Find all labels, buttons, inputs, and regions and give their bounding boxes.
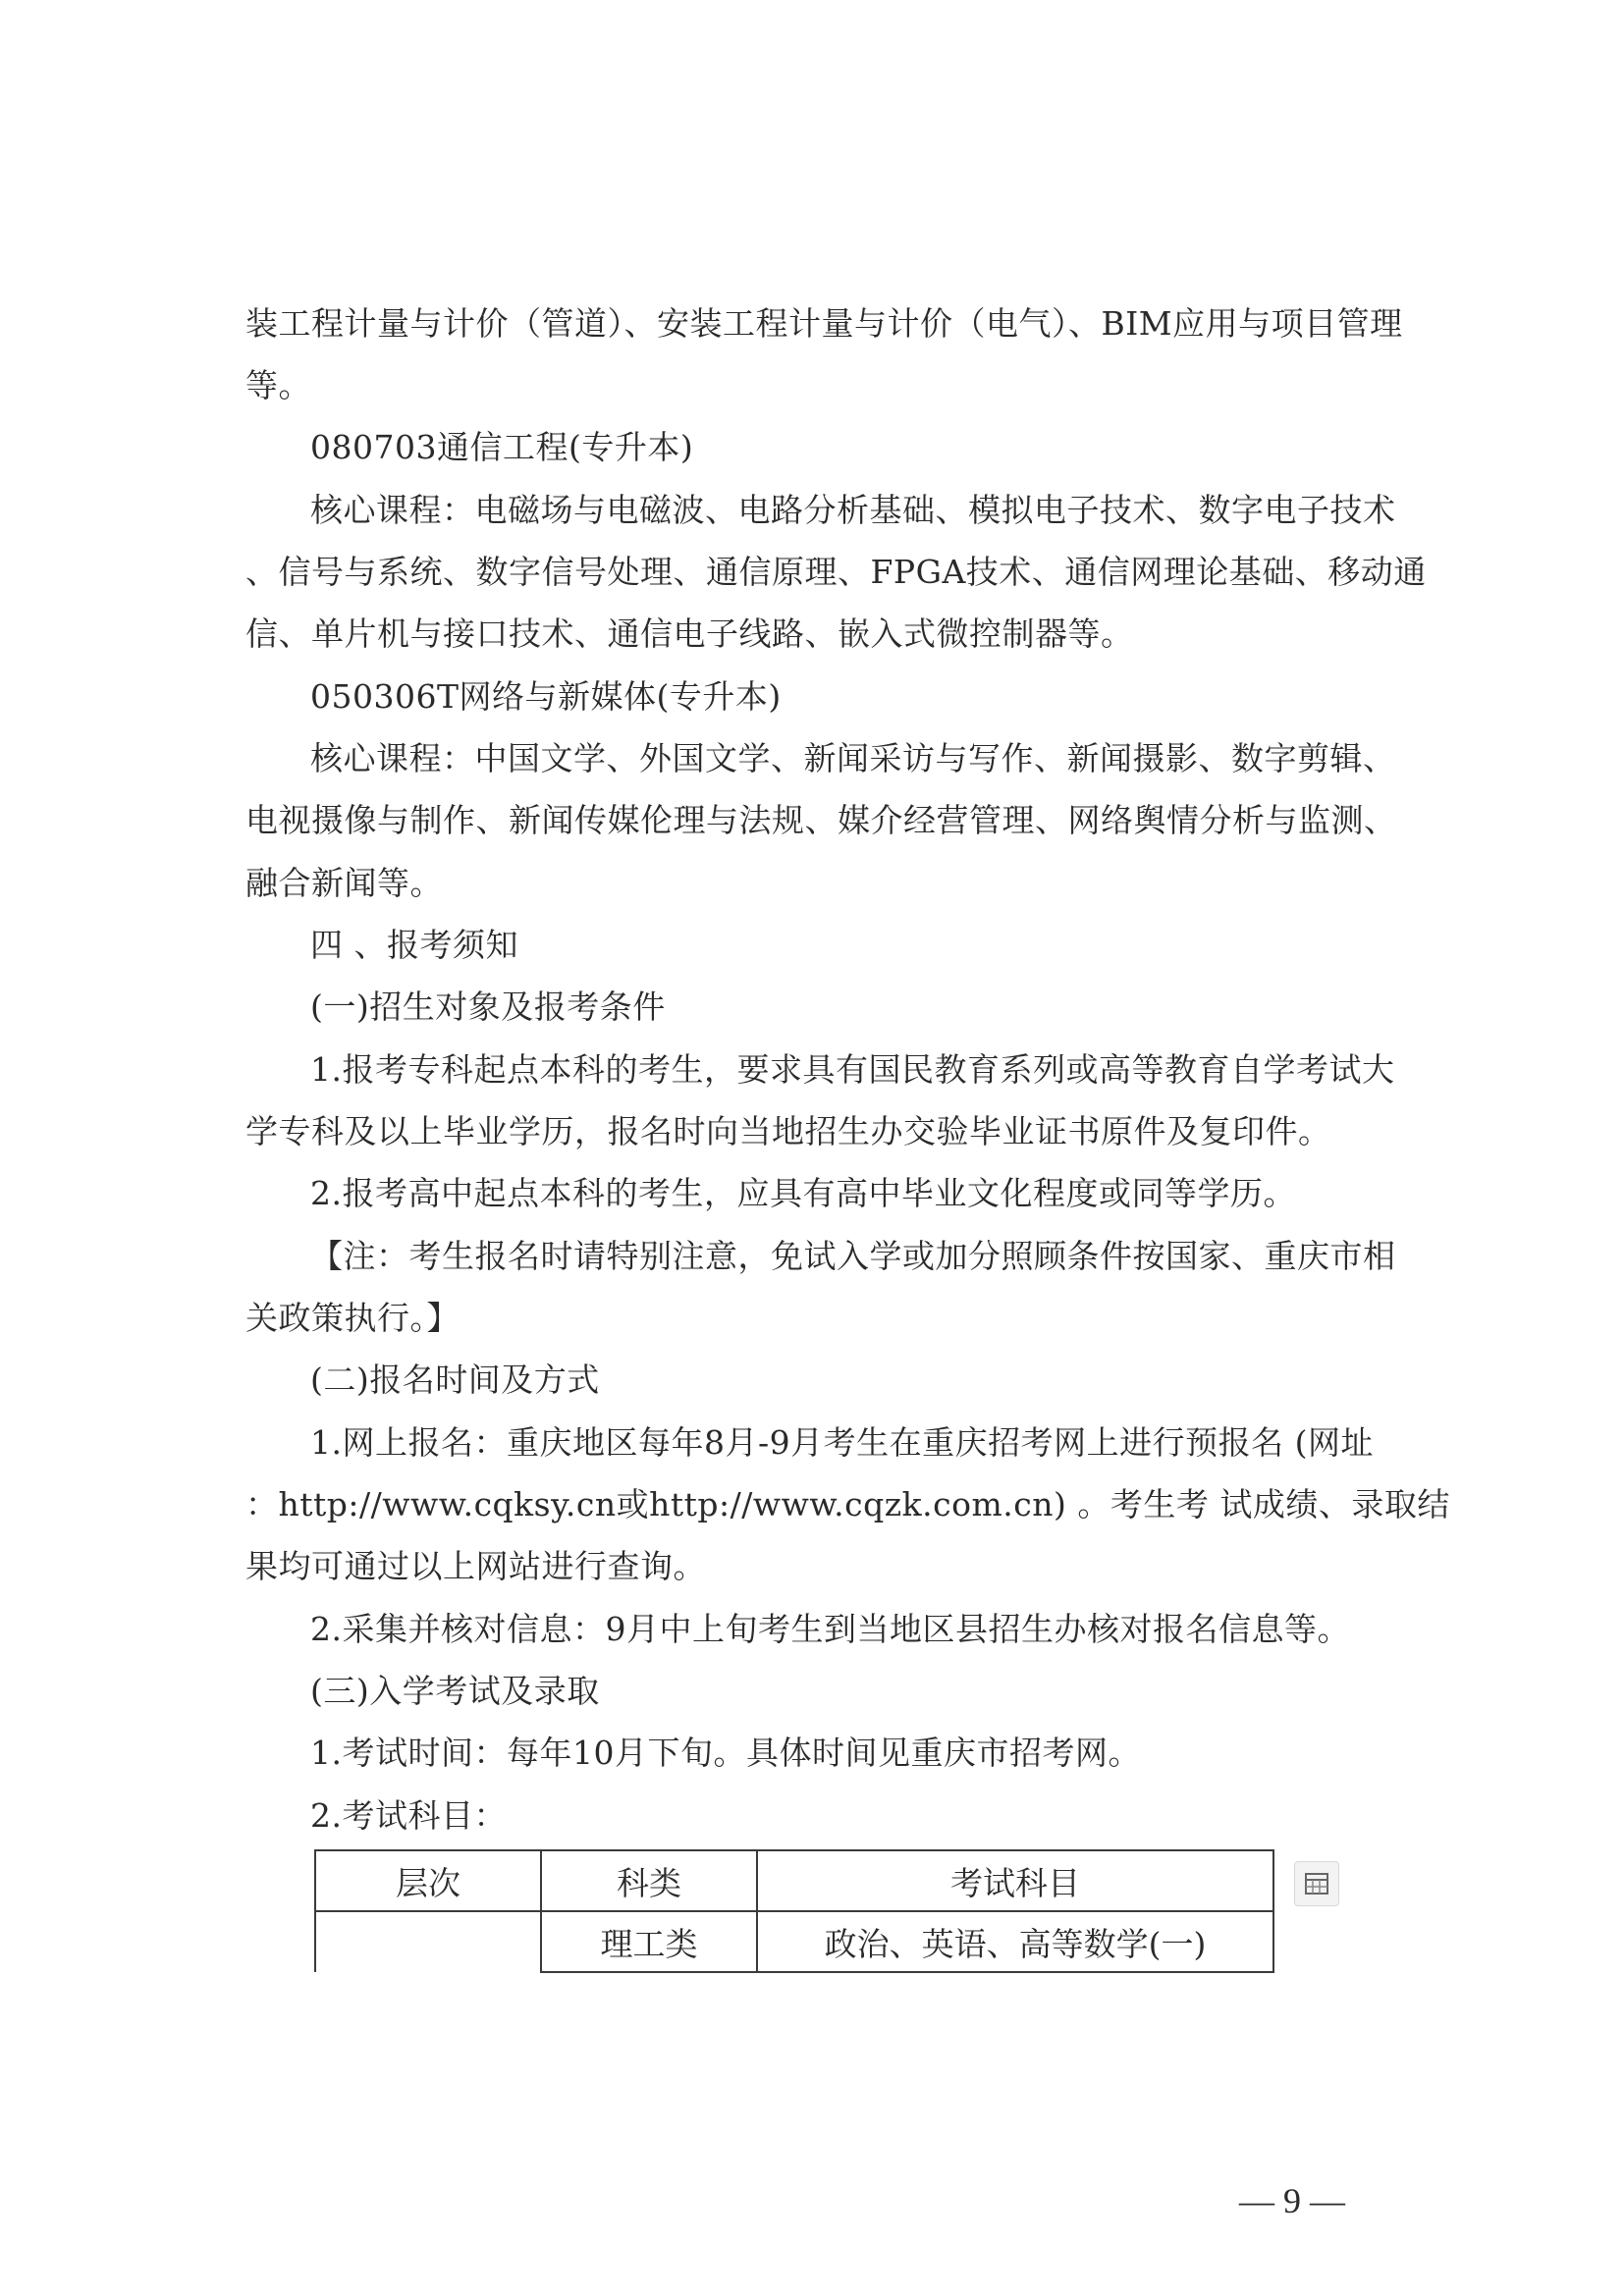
note-line: 【注：考生报名时请特别注意，免试入学或加分照顾条件按国家、重庆市相 (310, 1237, 1396, 1275)
table-row (315, 1911, 1273, 1972)
table-cell: 政治、英语、高等数学(一) (757, 1911, 1273, 1972)
table-header-cell: 科类 (541, 1850, 757, 1911)
text-line: 2.采集并核对信息：9月中上旬考生到当地区县招生办核对报名信息等。 (310, 1610, 1350, 1648)
table-header-cell: 层次 (315, 1850, 541, 1911)
subsection-heading: (一)招生对象及报考条件 (310, 988, 666, 1026)
text-line: 电视摄像与制作、新闻传媒伦理与法规、媒介经营管理、网络舆情分析与监测、 (245, 801, 1397, 839)
text-line: ：http://www.cqksy.cn或http://www.cqzk.com.cn) 。考生考 试成绩、录取结 (245, 1485, 1450, 1523)
text-line: 1.报考专科起点本科的考生，要求具有国民教育系列或高等教育自学考试大 (310, 1050, 1395, 1089)
table-header-row (315, 1850, 1273, 1911)
text-line: 果均可通过以上网站进行查询。 (245, 1547, 706, 1585)
section-heading: 四 、报考须知 (310, 926, 518, 964)
subsection-heading: (二)报名时间及方式 (310, 1361, 600, 1399)
note-line: 关政策执行。】 (245, 1299, 460, 1337)
text-line: 装工程计量与计价（管道）、安装工程计量与计价（电气）、BIM应用与项目管理 (245, 304, 1403, 343)
text-line: 1.网上报名：重庆地区每年8月-9月考生在重庆招考网上进行预报名 (网址 (310, 1423, 1374, 1462)
table-edit-icon[interactable] (1294, 1861, 1339, 1906)
page-number: — 9 — (1239, 2181, 1345, 2220)
table-grid-icon (1303, 1870, 1330, 1897)
text-line: 核心课程：电磁场与电磁波、电路分析基础、模拟电子技术、数字电子技术 (310, 491, 1396, 529)
text-line: 2.考试科目： (310, 1796, 507, 1835)
table-cell (315, 1911, 541, 1972)
text-line: 信、单片机与接口技术、通信电子线路、嵌入式微控制器等。 (245, 614, 1134, 653)
exam-subjects-table (314, 1849, 1274, 1973)
subsection-heading: (三)入学考试及录取 (310, 1672, 600, 1710)
text-line: 核心课程：中国文学、外国文学、新闻采访与写作、新闻摄影、数字剪辑、 (310, 739, 1396, 777)
table-header-cell: 考试科目 (757, 1850, 1273, 1911)
text-line: 、信号与系统、数字信号处理、通信原理、FPGA技术、通信网理论基础、移动通 (245, 553, 1427, 591)
text-line: 1.考试时间：每年10月下旬。具体时间见重庆市招考网。 (310, 1734, 1141, 1772)
table-cell: 理工类 (541, 1911, 757, 1972)
text-line: 2.报考高中起点本科的考生，应具有高中毕业文化程度或同等学历。 (310, 1174, 1296, 1212)
text-line: 融合新闻等。 (245, 864, 443, 902)
text-line: 等。 (245, 366, 311, 404)
major-heading: 080703通信工程(专升本) (310, 428, 694, 466)
text-line: 学专科及以上毕业学历，报名时向当地招生办交验毕业证书原件及复印件。 (245, 1112, 1331, 1150)
major-heading: 050306T网络与新媒体(专升本) (310, 677, 782, 716)
